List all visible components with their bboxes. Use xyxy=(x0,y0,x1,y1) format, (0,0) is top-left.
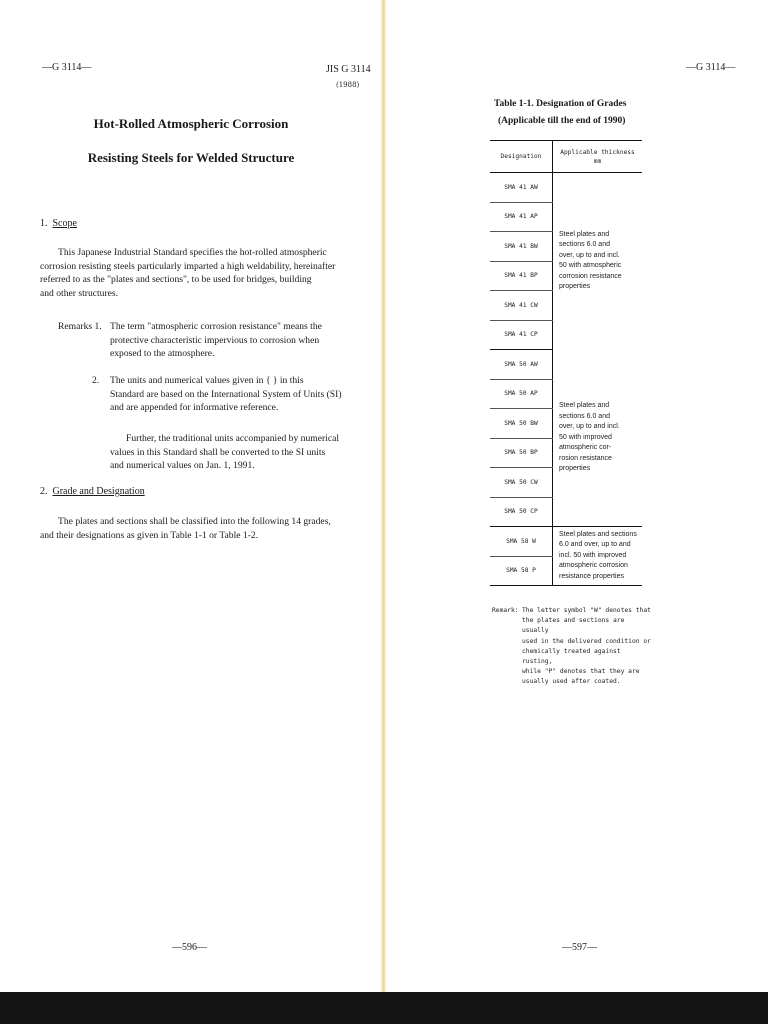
text-line: chemically treated against rusting, xyxy=(522,647,621,666)
right-page-number: —597— xyxy=(562,942,597,953)
thickness-cell-group-3 xyxy=(553,527,643,586)
text-line: The units and numerical values given in { } in this xyxy=(110,375,304,386)
standard-number: JIS G 3114 xyxy=(326,64,371,75)
text-line: The plates and sections shall be classified into the following 14 grades, xyxy=(58,516,331,527)
text-line: corrosion resisting steels particularly imparted a high weldability, hereinafter xyxy=(40,260,336,272)
text-line: sections 6.0 and xyxy=(559,412,610,420)
scope-paragraph xyxy=(40,246,380,300)
remark-2-label: 2. xyxy=(92,375,100,386)
text-line: while "P" denotes that they are xyxy=(522,668,640,676)
text-line: usually used after coated. xyxy=(522,678,621,686)
remark-2 xyxy=(110,374,372,415)
text-line: Standard are based on the International System of Units (SI) xyxy=(110,388,342,400)
text-line: rosion resistance xyxy=(559,454,612,462)
text-line: 50 with atmospheric xyxy=(559,262,622,270)
section-title: Scope xyxy=(52,218,77,229)
table-row xyxy=(490,527,642,557)
document-title-line2: Resisting Steels for Welded Structure xyxy=(87,150,295,165)
remark-text xyxy=(522,606,652,688)
text-line: and are appended for informative reference. xyxy=(110,402,279,413)
text-line: corrosion resistance xyxy=(559,272,622,280)
designation-cell: SMA 58 W xyxy=(490,527,553,557)
table-header-row xyxy=(490,141,642,173)
text-line: values in this Standard shall be converted to the SI units xyxy=(110,446,326,458)
left-running-header: —G 3114— xyxy=(42,62,92,73)
standard-year: (1988) xyxy=(336,81,360,89)
book-gutter xyxy=(380,0,386,992)
thickness-cell-group-1 xyxy=(553,173,643,350)
designation-cell: SMA 41 BP xyxy=(490,261,553,291)
designation-cell: SMA 50 BP xyxy=(490,438,553,468)
designation-cell: SMA 50 BW xyxy=(490,409,553,439)
text-line: The term "atmospheric corrosion resistance" means the xyxy=(110,321,322,332)
column-header-thickness-label: Applicable thickness xyxy=(560,148,635,156)
text-line: and numerical values on Jan. 1, 1991. xyxy=(110,460,255,471)
section-number: 2. xyxy=(40,486,48,497)
text-line: referred to as the "plates and sections", to be used for bridges, building xyxy=(40,274,312,285)
remark-2-further xyxy=(110,432,372,473)
text-line: sections 6.0 and xyxy=(559,241,610,249)
text-line: and other structures. xyxy=(40,287,119,299)
designation-cell: SMA 41 CP xyxy=(490,320,553,350)
table-caption-line2: (Applicable till the end of 1990) xyxy=(498,116,626,126)
text-line: exposed to the atmosphere. xyxy=(110,348,215,359)
table-caption-line1: Table 1-1. Designation of Grades xyxy=(494,99,627,109)
text-line: atmospheric corrosion xyxy=(559,562,628,570)
text-line: incl. 50 with improved xyxy=(559,551,627,559)
designation-cell: SMA 41 AP xyxy=(490,202,553,232)
table-row xyxy=(490,350,642,380)
text-line: over, up to and incl. xyxy=(559,251,620,259)
designation-cell: SMA 41 CW xyxy=(490,291,553,321)
designation-cell: SMA 50 AP xyxy=(490,379,553,409)
designation-cell: SMA 50 CW xyxy=(490,468,553,498)
text-line: 6.0 and over, up to and xyxy=(559,541,631,549)
text-line: resistance properties xyxy=(559,572,624,580)
designation-cell: SMA 41 BW xyxy=(490,232,553,262)
remark-label: Remark: xyxy=(492,607,519,614)
section-heading-grade xyxy=(40,486,145,497)
text-line: properties xyxy=(559,283,591,291)
designation-cell: SMA 41 AW xyxy=(490,173,553,203)
text-line: used in the delivered condition or xyxy=(522,637,651,645)
text-line: Further, the traditional units accompanied by numerical xyxy=(126,433,340,444)
section-number: 1. xyxy=(40,218,48,229)
text-line: Steel plates and xyxy=(559,230,610,238)
grade-paragraph xyxy=(40,515,380,542)
designation-cell: SMA 50 AW xyxy=(490,350,553,380)
thickness-cell-group-2 xyxy=(553,350,643,527)
table-caption xyxy=(494,96,626,130)
text-line: The letter symbol "W" denotes that xyxy=(522,607,651,614)
right-running-header: —G 3114— xyxy=(686,62,736,73)
text-line: over, up to and incl. xyxy=(559,423,620,430)
text-line: 50 with improved xyxy=(559,433,612,441)
text-line: and their designations as given in Table 1-1 or Table 1-2. xyxy=(40,529,259,541)
text-line: This Japanese Industrial Standard specifies the hot-rolled atmospheric xyxy=(58,247,327,258)
designation-table xyxy=(490,140,642,586)
text-line: atmospheric cor- xyxy=(559,444,612,451)
designation-cell: SMA 50 CP xyxy=(490,497,553,527)
column-header-designation: Designation xyxy=(490,141,553,173)
remark-1 xyxy=(110,320,370,361)
remarks-label: Remarks 1. xyxy=(58,321,102,332)
section-title: Grade and Designation xyxy=(52,486,145,497)
text-line: the plates and sections are usually xyxy=(522,617,625,635)
text-line: Steel plates and sections xyxy=(559,530,637,538)
scan-bottom-band xyxy=(0,992,768,1024)
text-line: Steel plates and xyxy=(559,402,610,409)
column-header-unit: mm xyxy=(593,157,602,165)
column-header-thickness xyxy=(553,141,643,173)
text-line: protective characteristic impervious to corrosion when xyxy=(110,334,320,346)
text-line: properties xyxy=(559,465,591,472)
designation-cell: SMA 58 P xyxy=(490,556,553,586)
table-row xyxy=(490,173,642,203)
document-title-line1: Hot-Rolled Atmospheric Corrosion xyxy=(93,116,289,131)
section-heading-scope xyxy=(40,218,77,229)
left-page-number: —596— xyxy=(172,942,207,953)
